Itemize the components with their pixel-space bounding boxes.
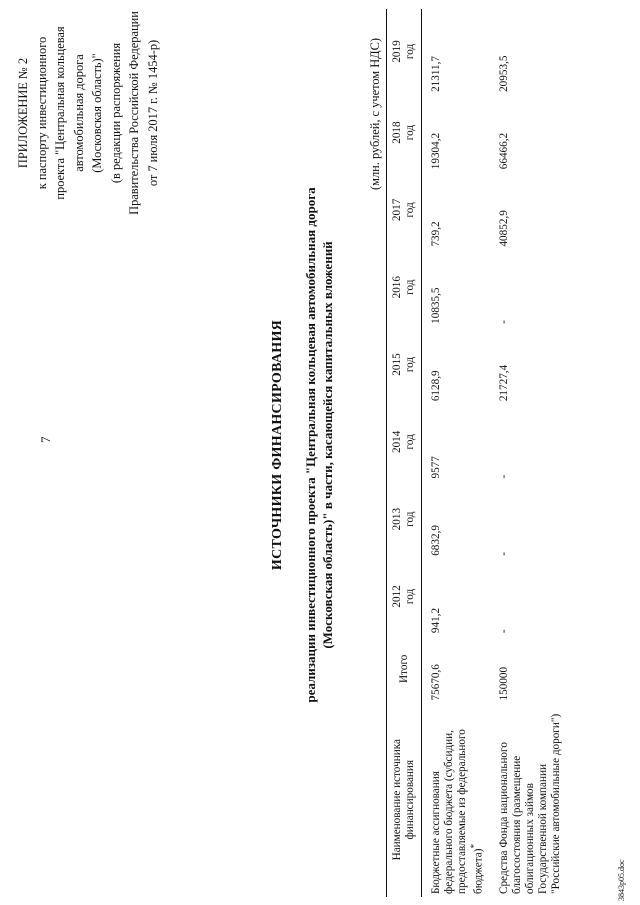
header-year <box>387 558 422 635</box>
page-number: 7 <box>38 436 53 443</box>
row-total: 75670,6 <box>430 664 442 701</box>
row-value: 20953,5 <box>497 55 510 92</box>
header-year <box>387 94 422 171</box>
row-source <box>490 702 567 897</box>
header-year-suffix: год <box>404 356 416 373</box>
row-value: - <box>497 629 510 634</box>
row-source <box>422 702 490 897</box>
row-source-text: Средства Фонда национального благосостояния (размещение облигационных займов Государственной компании "Российские автомобильные дороги") <box>497 713 562 894</box>
row-value: - <box>497 320 510 324</box>
header-year-suffix: год <box>404 588 416 605</box>
table-header-row <box>387 9 422 897</box>
row-value: 40852,9 <box>497 210 510 247</box>
header-year <box>387 9 422 94</box>
row-value: 66466,2 <box>497 132 510 170</box>
header-year <box>387 171 422 248</box>
appendix-line: к паспорту инвестиционного <box>34 36 49 190</box>
table-row <box>490 9 567 897</box>
header-year-number: 2014 <box>391 430 403 454</box>
header-year <box>387 403 422 480</box>
row-value: - <box>497 552 510 556</box>
appendix-line: (в редакции распоряжения <box>108 42 123 184</box>
table-row <box>422 9 490 897</box>
header-year-number: 2013 <box>391 507 403 531</box>
header-total: Итого <box>387 635 422 702</box>
row-value: 6832,9 <box>430 525 442 556</box>
row-value: 21311,7 <box>430 55 442 92</box>
header-year-number: 2017 <box>391 198 403 222</box>
header-year-suffix: год <box>404 43 416 60</box>
header-year-suffix: год <box>404 511 416 527</box>
doc-filename: 3843р05.doc <box>617 859 626 901</box>
appendix-line: автомобильная дорога <box>71 54 86 172</box>
appendix-line: ПРИЛОЖЕНИЕ № 2 <box>16 57 30 169</box>
header-year-suffix: год <box>404 124 416 141</box>
appendix-line: от 7 июля 2017 г. № 1454-р) <box>145 39 160 187</box>
header-year <box>387 326 422 403</box>
header-year-suffix: год <box>404 434 416 450</box>
title-subtitle-line: (Московская область)" в части, касающейся капитальных вложений <box>320 241 335 649</box>
title-main: ИСТОЧНИКИ ФИНАНСИРОВАНИЯ <box>270 319 285 571</box>
appendix-note <box>14 0 162 233</box>
header-year-number: 2012 <box>391 585 403 608</box>
row-value: 9577 <box>430 456 442 479</box>
appendix-line: проекта "Центральная кольцевая <box>53 26 67 200</box>
row-value: 19304,2 <box>430 132 442 170</box>
row-footnote-mark: * <box>470 843 480 849</box>
row-value: 739,2 <box>430 221 442 247</box>
header-source: Наименование источника финансирования <box>387 702 422 897</box>
appendix-line: (Московская область)" <box>90 53 104 173</box>
row-value: 10835,5 <box>430 287 442 324</box>
document-title <box>270 105 336 785</box>
header-year-suffix: год <box>404 279 416 295</box>
financing-table <box>386 9 567 897</box>
row-value: - <box>497 474 510 479</box>
header-year <box>387 249 422 326</box>
row-value: 6128,9 <box>430 370 442 402</box>
row-value: 941,2 <box>430 607 442 634</box>
header-year <box>387 480 422 557</box>
header-year-number: 2016 <box>391 276 403 299</box>
header-year-number: 2019 <box>391 40 403 63</box>
row-total: 150000 <box>497 666 510 701</box>
row-value: 21727,4 <box>497 364 510 402</box>
header-year-suffix: год <box>404 202 416 218</box>
row-source-text: Бюджетные ассигнования федерального бюджета (субсидии, предоставляемые из федерального бюджета) <box>430 729 485 894</box>
header-year-number: 2015 <box>391 353 403 376</box>
title-subtitle <box>302 105 336 785</box>
header-year-number: 2018 <box>391 121 403 144</box>
units-note: (млн. рублей, с учетом НДС) <box>368 37 382 190</box>
title-subtitle-line: реализации инвестиционного проекта "Центральная кольцевая автомобильная дорога <box>303 187 318 703</box>
appendix-line: Правительства Российской Федерации <box>127 11 141 215</box>
